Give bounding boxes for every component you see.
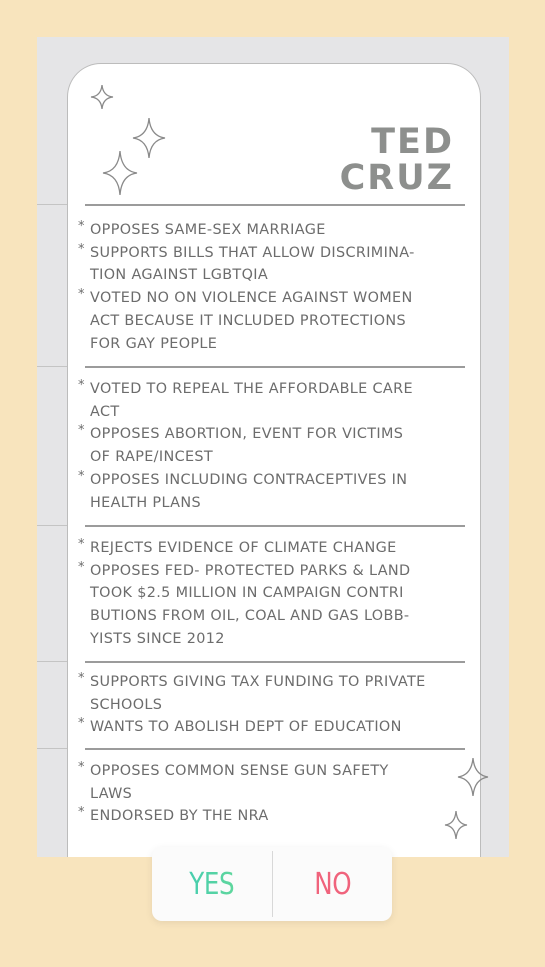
list-item [76,716,472,739]
list-item [76,219,472,242]
bullet-icon: * [78,287,85,303]
section-divider [85,366,465,368]
bullet-icon: * [78,537,85,552]
list-item-text: VOTED NO ON VIOLENCE AGAINST WOMEN ACT BECAUSE IT INCLUDED PROTECTIONS FOR GAY PEOPLE [90,290,413,352]
list-item-text: SUPPORTS GIVING TAX FUNDING TO PRIVATE SCHOOLS [90,674,426,713]
list-item [76,378,472,423]
list-item [76,671,472,716]
section-lgbtq [76,219,472,355]
sparkle-icon [102,150,138,196]
candidate-name [340,124,454,196]
list-item [76,242,472,287]
candidate-card [67,63,481,857]
poll-sticker [152,847,392,921]
bullet-icon: * [78,559,85,575]
bullet-icon: * [78,760,85,775]
list-item [76,423,472,468]
bullet-icon: * [78,671,85,686]
bullet-icon: * [78,241,85,257]
poll-no-button[interactable]: NO [313,866,351,902]
poll-divider [272,851,273,917]
section-divider [85,525,465,527]
list-item-text: OPPOSES INCLUDING CONTRACEPTIVES IN HEALTH PLANS [90,471,408,511]
list-item-text: OPPOSES FED- PROTECTED PARKS & LAND TOOK $2.5 MILLION IN CAMPAIGN CONTRI BUTIONS FROM OIL, COAL AND GAS LOBB- YISTS SINCE 2012 [90,562,411,647]
candidate-name-line1: TED [371,122,454,162]
list-item [76,805,472,828]
list-item-text: OPPOSES COMMON SENSE GUN SAFETY LAWS [90,763,389,802]
list-item [76,760,472,805]
list-item-text: VOTED TO REPEAL THE AFFORDABLE CARE ACT [90,381,413,420]
divider [37,204,70,205]
list-item-text: WANTS TO ABOLISH DEPT OF EDUCATION [90,719,402,736]
divider [37,366,70,367]
sparkle-icon [90,84,114,110]
list-item-text: OPPOSES SAME-SEX MARRIAGE [90,222,326,238]
list-item [76,287,472,355]
divider [37,748,70,749]
section-divider [85,748,465,750]
bullet-icon: * [78,423,85,439]
list-item [76,537,472,560]
divider [37,525,70,526]
section-climate [76,537,472,651]
list-item [76,560,472,651]
list-item-text: SUPPORTS BILLS THAT ALLOW DISCRIMINA- TION AGAINST LGBTQIA [90,244,415,284]
bullet-icon: * [78,468,85,484]
bullet-icon: * [78,805,85,821]
bullet-icon: * [78,716,85,732]
candidate-name-line2: CRUZ [339,158,454,198]
list-item-text: OPPOSES ABORTION, EVENT FOR VICTIMS OF RAPE/INCEST [90,426,404,466]
list-item [76,469,472,514]
divider [37,661,70,662]
section-education [76,671,472,739]
section-health [76,378,472,514]
section-divider [85,661,465,663]
bullet-icon: * [78,378,85,393]
section-guns [76,760,472,828]
poll-yes-button[interactable]: YES [163,847,261,921]
list-item-text: REJECTS EVIDENCE OF CLIMATE CHANGE [90,540,397,556]
bullet-icon: * [78,219,85,234]
section-divider [85,204,465,206]
list-item-text: ENDORSED BY THE NRA [90,808,269,825]
